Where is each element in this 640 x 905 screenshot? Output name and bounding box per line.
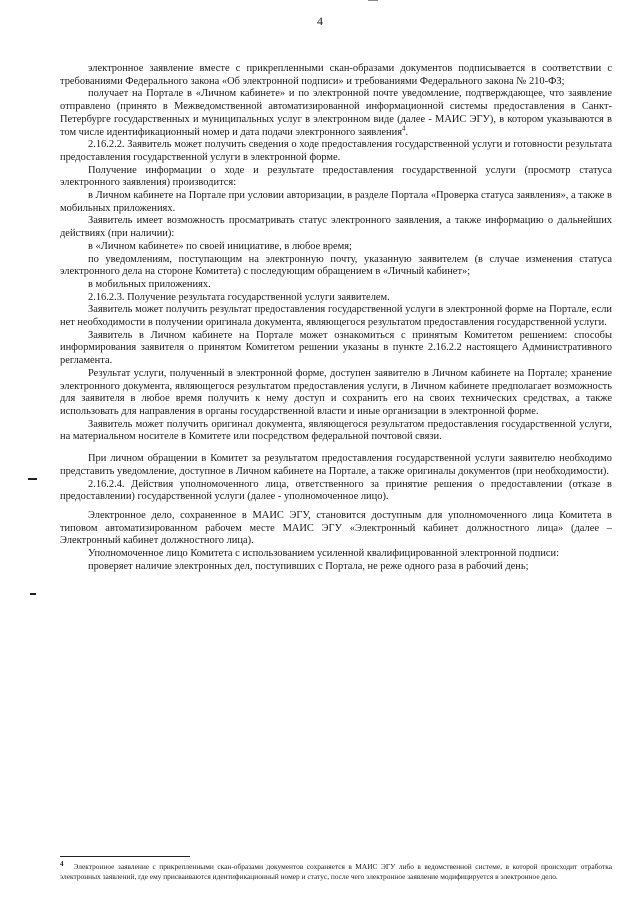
paragraph: Заявитель в Личном кабинете на Портале может ознакомиться с принятым Комитетом решением: способы информирования заявителя о принятом Комитетом решении указаны в пункте 2.16.2.2 настоящего Административного регламента. <box>60 329 612 367</box>
footnote <box>60 859 612 882</box>
paragraph: в Личном кабинете на Портале при условии авторизации, в разделе Портала «Проверка статуса заявления», а также в мобильных приложениях. <box>60 190 612 214</box>
paragraph: электронное заявление вместе с прикрепленными скан-образами документов подписывается в соответствии с требованиями Федерального закона «Об электронной подписи» и требованиями Федерального закона № 210-ФЗ; <box>60 63 612 87</box>
paragraph: Результат услуги, полученный в электронной форме, доступен заявителю в Личном кабинете на Портале; хранение электронного документа, являющегося результатом предоставления услуги, в Личном кабинете предполагает возможность для заявителя в любое время получить к нему доступ и сохранить его на своих технических средствах, а также использовать для направления в органы государственной власти и иные организации в электронной форме. <box>60 367 612 417</box>
paragraph: Заявитель может получить оригинал документа, являющегося результатом предоставления государственной услуги, на материальном носителе в Комитете или посредством федеральной почтовой связи. <box>60 418 612 443</box>
footnote-number: 4 <box>60 859 64 868</box>
paragraph: в «Личном кабинете» по своей инициативе, в любое время; <box>88 240 352 252</box>
section-heading: 2.16.2.4. Действия уполномоченного лица, ответственного за принятие решения о предоставлении (отказе в предоставлении) государственной услуги (далее - уполномоченное лицо). <box>60 478 612 503</box>
paragraph: по уведомлениям, поступающим на электронную почту, указанную заявителем (в случае изменения статуса электронного дела на стороне Комитета) с последующим обращением в «Личный кабинет»; <box>60 253 612 278</box>
document-body <box>60 63 612 573</box>
scan-artifact-top <box>368 0 378 1</box>
paragraph-text: получает на Портале в «Личном кабинете» и по электронной почте уведомление, подтверждающее, что заявление отправлено (принято в Межведомственной автоматизированной информационной системы предоставления в Санкт-Петербурге государственных и муниципальных услуг в электронном виде (далее - МАИС ЭГУ), в котором указываются в том числе идентификационный номер и дата подачи электронного заявления <box>60 88 612 138</box>
page-number: 4 <box>317 14 323 28</box>
paragraph: Получение информации о ходе и результате предоставления государственной услуги (просмотр статуса электронного заявления) производится: <box>60 164 612 189</box>
paragraph: проверяет наличие электронных дел, поступивших с Портала, не реже одного раза в рабочий день; <box>88 560 529 572</box>
paragraph: получает на Портале в «Личном кабинете» и по электронной почте уведомление, подтверждающее, что заявление отправлено (принято в Межведомственной автоматизированной информационной системы предоставления в Санкт-Петербурге государственных и муниципальных услуг в электронном виде (далее - МАИС ЭГУ), в котором указываются в том числе идентификационный номер и дата подачи электронного заявления$^4$. <box>60 88 612 138</box>
footnote-reference[interactable]: 4 <box>402 124 406 133</box>
paragraph: в мобильных приложениях. <box>88 278 211 290</box>
paragraph: Заявитель может получить результат предоставления государственной услуги в электронной форме на Портале, если нет необходимости в получении оригинала документа, являющегося результатом предоставления государственной услуги. <box>60 304 612 329</box>
paragraph: 2.16.2.2. Заявитель может получить сведения о ходе предоставления государственной услуги и готовности результата предоставления государственной услуги в электронной форме. <box>60 139 612 163</box>
footnote-text: Электронное заявление с прикрепленными скан-образами документов сохраняется в МАИС ЭГУ либо в ведомственной системе, в которой происходит отработка электронных заявлений, где ему присваиваются идентификационный номер и статус, после чего электронное заявление модифицируется в электронное дело. <box>60 862 612 881</box>
paragraph: Электронное дело, сохраненное в МАИС ЭГУ, становится доступным для уполномоченного лица Комитета в типовом автоматизированном рабочем месте МАИС ЭГУ «Электронный кабинет должностного лица» (далее – Электронный кабинет должностного лица). <box>60 509 612 547</box>
margin-dash-mark <box>30 593 36 595</box>
margin-dash-mark <box>28 478 37 480</box>
paragraph: При личном обращении в Комитет за результатом предоставления государственной услуги заявителю необходимо представить уведомление, доступное в Личном кабинете на Портале, а также оригиналы документов (при необходимости). <box>60 453 612 477</box>
section-heading: 2.16.2.3. Получение результата государственной услуги заявителем. <box>88 291 390 303</box>
paragraph: Заявитель имеет возможность просматривать статус электронного заявления, а также информацию о дальнейших действиях (при наличии): <box>60 215 612 240</box>
paragraph: Уполномоченное лицо Комитета с использованием усиленной квалифицированной электронной подписи: <box>88 548 560 560</box>
footnote-divider <box>60 856 190 857</box>
